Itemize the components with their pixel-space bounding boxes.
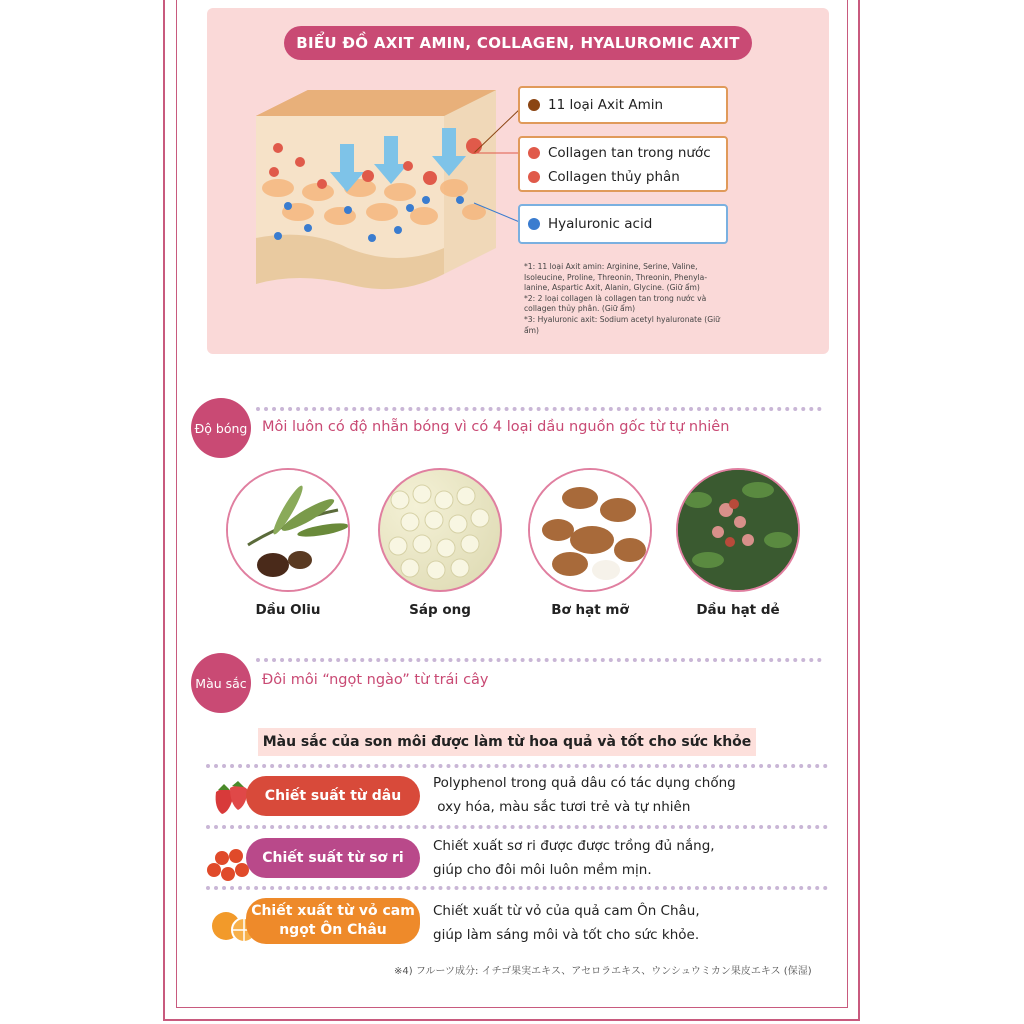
color-badge: Màu sắc [191, 653, 251, 713]
ingredient-shea [526, 468, 654, 618]
legend-collagen [518, 136, 728, 192]
footnotes [524, 262, 730, 336]
ingredient-camellia [674, 468, 802, 618]
ingredient-label: Dầu Oliu [255, 602, 321, 618]
color-headline: Đôi môi “ngọt ngào” từ trái cây [262, 672, 489, 688]
acerola-desc-line2: giúp cho đôi môi luôn mềm mịn. [433, 862, 652, 878]
orange-pill-line1: Chiết xuất từ vỏ cam [251, 903, 415, 919]
color-subheadline: Màu sắc của son môi được làm từ hoa quả và tốt cho sức khỏe [258, 728, 756, 756]
orange-pill [246, 898, 420, 944]
collagen-dot-icon [528, 147, 540, 159]
divider-dotted [206, 886, 828, 890]
divider-dotted [206, 825, 828, 829]
footnote-3: *3: Hyaluronic axit: Sodium acetyl hyaluronate (Giữ ẩm) [524, 314, 720, 335]
gloss-headline: Môi luôn có độ nhẵn bóng vì có 4 loại dầu nguồn gốc từ tự nhiên [262, 419, 730, 435]
chart-title: BIỂU ĐỒ AXIT AMIN, COLLAGEN, HYALUROMIC AXIT [284, 26, 752, 60]
ingredient-label: Sáp ong [409, 602, 471, 618]
orange-desc [433, 899, 700, 947]
acerola-desc-line1: Chiết xuất sơ ri được được trồng đủ nắng, [433, 838, 715, 854]
collagen-dot-icon [528, 171, 540, 183]
strawberry-desc-line1: Polyphenol trong quả dâu có tác dụng chống [433, 775, 736, 791]
strawberry-pill: Chiết suất từ dâu [246, 776, 420, 816]
hyaluronic-dot-icon [528, 218, 540, 230]
gloss-badge: Độ bóng [191, 398, 251, 458]
acerola-pill: Chiết suất từ sơ ri [246, 838, 420, 878]
legend-collagen-hydro-label: Collagen thủy phân [548, 169, 680, 185]
legend-amino [518, 86, 728, 124]
skin-illustration [248, 88, 498, 298]
amino-dot-icon [528, 99, 540, 111]
ingredient-olive [224, 468, 352, 618]
strawberry-desc-line2: oxy hóa, màu sắc tươi trẻ và tự nhiên [433, 799, 691, 815]
orange-pill-line2: ngọt Ôn Châu [279, 922, 387, 938]
beeswax-image [378, 468, 502, 592]
legend-amino-label: 11 loại Axit Amin [548, 97, 664, 113]
olive-image [226, 468, 350, 592]
shea-image [528, 468, 652, 592]
divider-dotted [256, 407, 822, 411]
divider-dotted [206, 764, 828, 768]
divider-dotted [256, 658, 822, 662]
strawberry-desc [433, 771, 736, 819]
legend-hyaluronic-label: Hyaluronic acid [548, 216, 653, 232]
camellia-image [676, 468, 800, 592]
legend-hyaluronic [518, 204, 728, 244]
legend-collagen-soluble-label: Collagen tan trong nước [548, 145, 711, 161]
ingredient-beeswax [376, 468, 504, 618]
footnote-1: *1: 11 loại Axit amin: Arginine, Serine, Valine, Isoleucine, Proline, Threonin, Threonin, Phenyla-lanine, Aspartic Axit, Alanin, Glycine. (Giữ ẩm) [524, 262, 708, 293]
acerola-desc [433, 834, 715, 882]
ingredient-label: Dầu hạt dẻ [696, 602, 780, 618]
orange-desc-line1: Chiết xuất từ vỏ của quả cam Ôn Châu, [433, 903, 700, 919]
footnote-2: *2: 2 loại collagen là collagen tan trong nước và collagen thủy phân. (Giữ ẩm) [524, 293, 707, 314]
orange-desc-line2: giúp làm sáng môi và tốt cho sức khỏe. [433, 927, 700, 943]
fruit-ingredient-note: ※4) フルーツ成分: イチゴ果実エキス、アセロラエキス、ウンシュウミカン果皮エキス (保湿) [394, 966, 812, 977]
ingredient-label: Bơ hạt mỡ [551, 602, 629, 618]
